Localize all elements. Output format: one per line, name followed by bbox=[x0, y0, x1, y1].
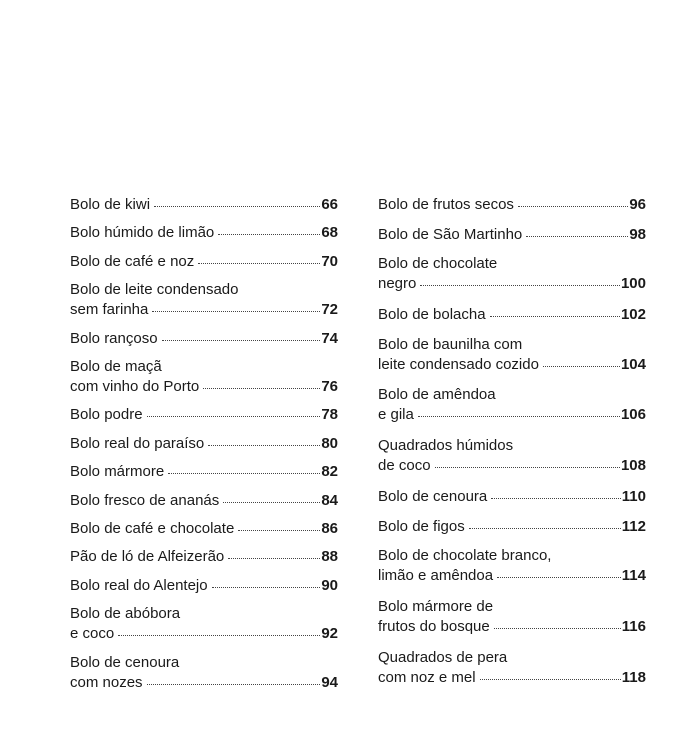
toc-entry-row bbox=[70, 547, 338, 567]
toc-entry-row bbox=[378, 225, 646, 245]
page-number: 80 bbox=[321, 434, 338, 452]
dot-leader bbox=[152, 307, 320, 312]
page-number: 92 bbox=[321, 625, 338, 643]
toc-entry-title: Bolo de São Martinho bbox=[378, 225, 523, 243]
toc-entry bbox=[70, 195, 338, 215]
toc-entry-title-line: Bolo de baunilha com bbox=[378, 335, 523, 353]
dot-leader bbox=[543, 362, 620, 367]
toc-entry-row bbox=[70, 252, 338, 272]
page-number: 76 bbox=[321, 378, 338, 395]
dot-leader bbox=[518, 202, 628, 207]
toc-entry-title: Bolo mármore bbox=[70, 463, 165, 481]
toc-entry bbox=[70, 519, 338, 539]
toc-entry bbox=[70, 357, 338, 397]
page-number: 78 bbox=[321, 406, 338, 424]
dot-leader bbox=[223, 498, 320, 503]
toc-entry-title-line: Bolo de leite condensado bbox=[70, 281, 239, 299]
toc-entry-title: Bolo rançoso bbox=[70, 329, 158, 347]
toc-entry-row bbox=[378, 566, 646, 586]
page-number: 114 bbox=[621, 567, 646, 585]
toc-entry bbox=[70, 223, 338, 243]
toc-entry-row bbox=[70, 405, 338, 425]
toc-entry bbox=[378, 305, 646, 325]
dot-leader bbox=[168, 469, 320, 474]
dot-leader bbox=[154, 202, 320, 207]
toc-entry-title: com noz e mel bbox=[378, 668, 476, 686]
toc-entry bbox=[378, 648, 646, 688]
dot-leader bbox=[147, 680, 321, 685]
toc-entry-row bbox=[70, 519, 338, 539]
toc-entry bbox=[378, 546, 646, 586]
toc-entry bbox=[70, 434, 338, 454]
dot-leader bbox=[497, 573, 621, 578]
toc-entry bbox=[70, 462, 338, 482]
dot-leader bbox=[494, 624, 621, 629]
page-number: 116 bbox=[621, 618, 646, 635]
toc-entry bbox=[378, 597, 646, 637]
toc-entry-row bbox=[378, 668, 646, 688]
toc-entry-title-line: Bolo de maçã bbox=[70, 358, 162, 375]
page-number: 66 bbox=[321, 196, 338, 213]
toc-entry-row bbox=[378, 355, 646, 375]
toc-entry-title: Bolo húmido de limão bbox=[70, 224, 215, 242]
toc-entry bbox=[378, 517, 646, 537]
toc-entry-title: Bolo real do paraíso bbox=[70, 434, 205, 452]
dot-leader bbox=[198, 259, 320, 264]
dot-leader bbox=[208, 441, 320, 446]
page-number: 110 bbox=[621, 488, 646, 505]
toc-entry-title: sem farinha bbox=[70, 301, 149, 319]
toc-entry-title: de coco bbox=[378, 457, 431, 475]
toc-entry-row bbox=[70, 673, 338, 693]
toc-entry-row bbox=[70, 223, 338, 243]
toc-entry bbox=[378, 487, 646, 507]
toc-entry-title: Bolo de kiwi bbox=[70, 196, 151, 213]
toc-entry-title-line: Bolo de chocolate bbox=[378, 255, 498, 273]
page-number: 104 bbox=[620, 355, 646, 373]
toc-entry-title: frutos do bosque bbox=[378, 618, 490, 635]
page-number: 68 bbox=[321, 224, 338, 242]
toc-entry-row bbox=[70, 576, 338, 596]
toc-entry-row bbox=[70, 329, 338, 349]
toc-entry bbox=[378, 254, 646, 294]
toc-entry-row bbox=[378, 405, 646, 425]
toc-entry-row bbox=[378, 195, 646, 215]
toc-entry-title: Bolo de cenoura bbox=[378, 488, 488, 505]
toc-entry-row bbox=[378, 305, 646, 325]
toc-entry-title-line: Bolo de amêndoa bbox=[378, 386, 496, 404]
page-number: 118 bbox=[621, 668, 646, 686]
toc-entry bbox=[378, 385, 646, 425]
dot-leader bbox=[147, 412, 321, 417]
toc-entry bbox=[378, 436, 646, 476]
page-number: 90 bbox=[321, 576, 338, 594]
page-number: 94 bbox=[321, 673, 338, 691]
toc-entry-title-line: Quadrados húmidos bbox=[378, 437, 514, 455]
toc-entry-title: Bolo podre bbox=[70, 406, 143, 424]
page-number: 74 bbox=[321, 329, 338, 347]
toc-entry-title: Bolo de café e chocolate bbox=[70, 520, 235, 537]
toc-entry-title: com vinho do Porto bbox=[70, 378, 200, 395]
toc-entry-row bbox=[70, 377, 338, 397]
toc-entry bbox=[70, 329, 338, 349]
page-number: 84 bbox=[321, 491, 338, 509]
dot-leader bbox=[469, 524, 621, 529]
page-number: 98 bbox=[629, 225, 646, 243]
dot-leader bbox=[526, 232, 628, 237]
toc-entry-title-line: Quadrados de pera bbox=[378, 648, 508, 666]
toc-entry-title: Bolo de café e noz bbox=[70, 252, 195, 270]
toc-entry-row bbox=[378, 456, 646, 476]
toc-entry-title: e coco bbox=[70, 625, 115, 643]
toc-entry-row bbox=[70, 462, 338, 482]
toc-entry-title-line: Bolo mármore de bbox=[378, 598, 494, 615]
page-number: 88 bbox=[321, 548, 338, 566]
toc-entry-row bbox=[70, 491, 338, 511]
page-number: 70 bbox=[321, 252, 338, 270]
dot-leader bbox=[480, 675, 621, 680]
toc-entry-title: com nozes bbox=[70, 673, 143, 691]
toc-entry-row bbox=[70, 300, 338, 320]
toc-entry bbox=[70, 491, 338, 511]
dot-leader bbox=[218, 230, 320, 235]
toc-entry-row bbox=[378, 487, 646, 507]
toc-entry-title-line: Bolo de abóbora bbox=[70, 605, 181, 623]
toc-entry bbox=[70, 604, 338, 644]
dot-leader bbox=[420, 281, 620, 286]
toc-entry-row bbox=[378, 617, 646, 637]
toc-entry bbox=[70, 280, 338, 320]
toc-entry-title: limão e amêndoa bbox=[378, 567, 494, 585]
toc-entry-title: Bolo fresco de ananás bbox=[70, 491, 220, 509]
toc-entry-title: e gila bbox=[378, 406, 414, 424]
toc-entry-title: negro bbox=[378, 275, 417, 293]
toc-entry-title: Pão de ló de Alfeizerão bbox=[70, 548, 225, 566]
toc-entry-title-line: Bolo de chocolate branco, bbox=[378, 547, 552, 565]
dot-leader bbox=[118, 631, 320, 636]
toc-entry-row bbox=[378, 274, 646, 294]
toc-entry bbox=[70, 576, 338, 596]
dot-leader bbox=[418, 412, 620, 417]
page-number: 72 bbox=[321, 301, 338, 319]
dot-leader bbox=[162, 336, 321, 341]
page-number: 82 bbox=[321, 463, 338, 481]
dot-leader bbox=[435, 463, 620, 468]
page-number: 106 bbox=[620, 406, 646, 424]
toc-entry bbox=[378, 195, 646, 215]
toc-entry bbox=[70, 252, 338, 272]
page-number: 96 bbox=[629, 196, 646, 213]
page-number: 108 bbox=[620, 457, 646, 475]
page-number: 86 bbox=[321, 520, 338, 537]
toc-entry-row bbox=[70, 434, 338, 454]
toc-entry-row bbox=[70, 195, 338, 215]
toc-entry-title: Bolo real do Alentejo bbox=[70, 576, 208, 594]
toc-entry bbox=[70, 547, 338, 567]
toc-entry-row bbox=[70, 624, 338, 644]
page-number: 112 bbox=[621, 517, 646, 535]
toc-entry bbox=[378, 225, 646, 245]
toc-entry bbox=[378, 335, 646, 375]
dot-leader bbox=[491, 494, 621, 499]
dot-leader bbox=[238, 526, 320, 531]
toc-entry bbox=[70, 653, 338, 693]
page-number: 100 bbox=[620, 275, 646, 293]
toc-entry-title: Bolo de frutos secos bbox=[378, 196, 514, 213]
dot-leader bbox=[212, 583, 321, 588]
toc-entry bbox=[70, 405, 338, 425]
dot-leader bbox=[203, 384, 320, 389]
toc-entry-title: leite condensado cozido bbox=[378, 355, 539, 373]
dot-leader bbox=[490, 312, 620, 317]
page-number: 102 bbox=[620, 306, 646, 323]
toc-entry-title-line: Bolo de cenoura bbox=[70, 653, 180, 671]
toc-entry-title: Bolo de figos bbox=[378, 517, 465, 535]
dot-leader bbox=[228, 554, 320, 559]
toc-entry-title: Bolo de bolacha bbox=[378, 306, 486, 323]
toc-entry-row bbox=[378, 517, 646, 537]
